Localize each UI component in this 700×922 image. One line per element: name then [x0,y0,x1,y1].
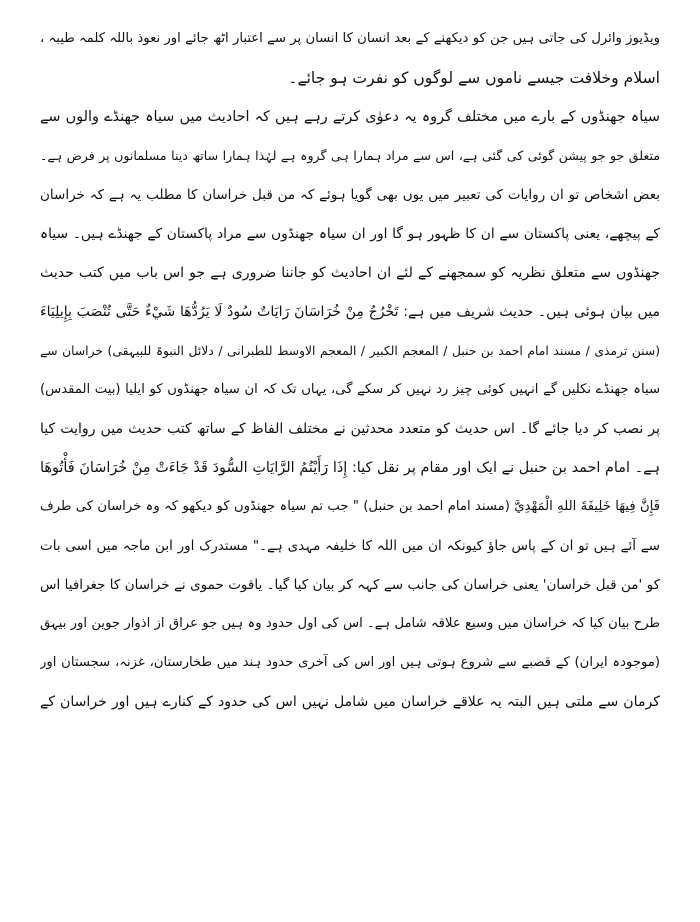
text-line: اسلام وخلافت جیسے ناموں سے لوگوں کو نفرت ہو جائے۔ [288,69,660,87]
text-line: متعلق جو جو پیشن گوئی کی گئی ہے، اس سے مراد ہمارا ہی گروہ ہے لہٰذا ہمارا ساتھ دینا مسلمانوں پر فرض ہے۔ [40,148,660,163]
text-line: سے آئے ہیں تو ان کے پاس جاؤ کیونکہ ان میں اللہ کا خلیفہ مہدی ہے۔" مستدرک اور ابن ماجہ میں اسی بات [40,538,660,554]
text-line: ویڈیوز وائرل کی جاتی ہیں جن کو دیکھنے کے بعد انسان کا انسان پر سے اعتبار اٹھ جائے اور نعوذ باللہ کلمہ طیبہ ، [40,31,660,46]
text-line: (موجودہ ایران) کے قصبے سے شروع ہوتی ہیں اور اس کی آخری حدود ہند میں طخارستان، غزنہ، سجستان اور [40,655,660,670]
text-line: پر نصب کر دیا جائے گا۔ اس حدیث کو متعدد محدثین نے مختلف الفاظ کے ساتھ کتب حدیث میں روایت کیا [40,421,660,437]
text-line: سیاہ جھنڈے نکلیں گے انہیں کوئی چیز رد نہیں کر سکے گی، یہاں تک کہ ان سیاہ جھنڈوں کو ایلیا (بیت المقدس) [40,382,660,397]
text-line: بعض اشخاص تو ان روایات کی تعبیر میں یوں بھی گویا ہوئے کہ من قبل خراسان کا مطلب یہ ہے کہ خراسان [40,187,660,203]
text-line: کرمان سے ملتی ہیں البتہ یہ علاقے خراسان میں شامل نہیں اس کی حدود کے کنارے ہیں اور خراسان کے [40,694,660,710]
text-line: کے پیچھے، یعنی پاکستان سے ان کا ظہور ہو گا اور ان سیاہ جھنڈوں سے مراد پاکستان کے جھنڈے ہیں۔ سیاہ [40,226,660,242]
text-line: طرح بیان کیا کہ خراسان میں وسیع علاقہ شامل ہے۔ اس کی اول حدود وہ ہیں جو عراق از اذوار جوین اور بیہق [40,616,660,631]
text-line: (سنن ترمذی / مسند امام احمد بن حنبل / المعجم الکبیر / المعجم الاوسط للطبرانی / دلائل النبوۃ للبیہقی) خراسان سے [40,344,660,358]
text-line: میں بیان ہوئی ہیں۔ حدیث شریف میں ہے: تَخْرُجُ مِنْ خُرَاسَانَ رَايَاتٌ سُودٌ لَا يَرُدُّهَا شَيْءٌ حَتَّى تُنْصَبَ بِإِيلِيَاءَ [40,304,660,320]
text-line: فَإِنَّ فِيهَا خَلِيفَةَ اللهِ الْمَهْدِيَّ (مسند امام احمد بن حنبل) " جب تم سیاہ جھنڈوں کو دیکھو کہ وہ خراسان کی طرف [40,499,660,514]
text-line: جھنڈوں سے متعلق نظریہ کو سمجھنے کے لئے ان احادیث کو جاننا ضروری ہے جو اس باب میں کتب حدیث [40,265,660,281]
text-line: کو 'من قبل خراسان' یعنی خراسان کی جانب سے کہہ کر بیان کیا گیا۔ یاقوت حموی نے خراسان کا جغرافیا اس [40,577,660,593]
text-line: سیاہ جھنڈوں کے بارے میں مختلف گروہ یہ دعوٰی کرتے رہے ہیں کہ احادیث میں سیاہ جھنڈے والوں سے [40,109,660,125]
text-line: ہے۔ امام احمد بن حنبل نے ایک اور مقام پر نقل کیا: إِذَا رَأَيْتُمُ الرَّايَاتِ السُّودَ قَدْ جَاءَتْ مِنْ خُرَاسَانَ فَأْتُوهَا [40,460,660,476]
